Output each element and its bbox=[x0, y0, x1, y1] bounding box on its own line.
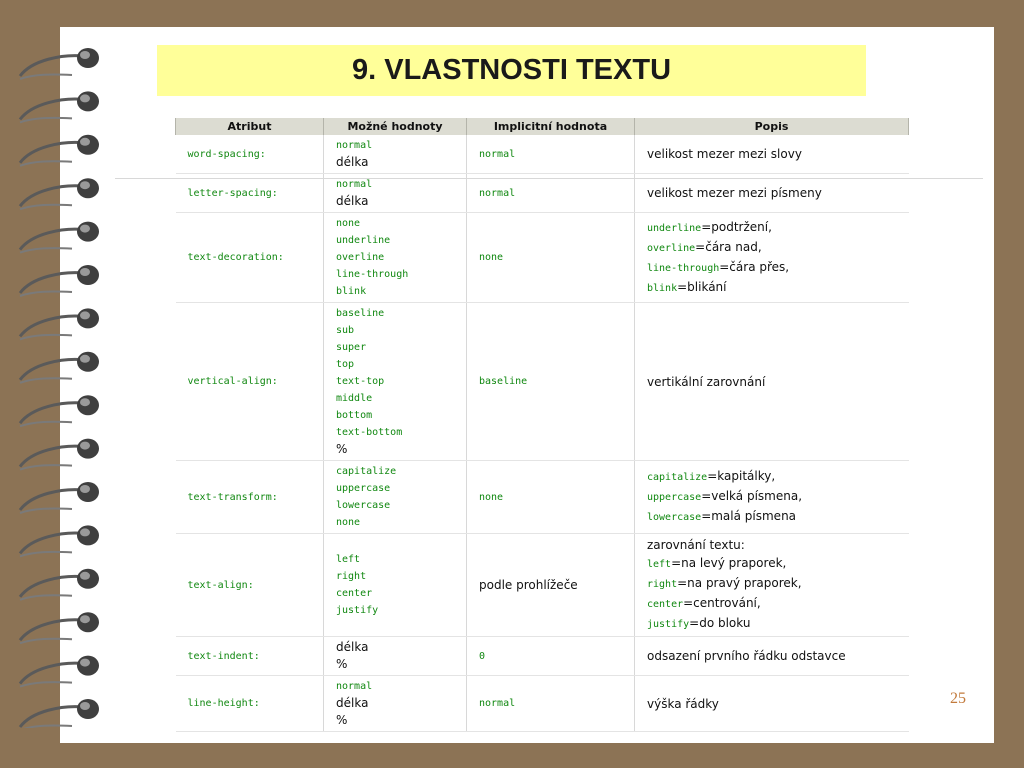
values-cell bbox=[324, 213, 467, 303]
description-line bbox=[647, 594, 909, 614]
description-cell bbox=[635, 534, 909, 637]
possible-value: baseline bbox=[336, 308, 385, 319]
slide-title: 9. VLASTNOSTI TEXTU bbox=[351, 54, 672, 86]
spiral-ring-icon bbox=[20, 699, 99, 728]
description-keyword: uppercase bbox=[647, 492, 702, 503]
description-line: výška řádky bbox=[647, 696, 719, 711]
description-cell bbox=[635, 213, 909, 303]
attribute-cell bbox=[176, 637, 324, 676]
attribute-name: text-indent: bbox=[187, 650, 260, 662]
description-cell bbox=[635, 637, 909, 676]
values-cell bbox=[324, 461, 467, 534]
spiral-ring-icon bbox=[20, 612, 99, 643]
possible-value: blink bbox=[336, 286, 367, 297]
description-line: zarovnání textu: bbox=[647, 538, 745, 552]
description-keyword: justify bbox=[647, 619, 690, 630]
description-cell bbox=[635, 676, 909, 732]
default-value: baseline bbox=[479, 376, 528, 387]
possible-value: text-bottom bbox=[336, 427, 403, 438]
description-keyword: overline bbox=[647, 242, 696, 254]
possible-value: délka bbox=[336, 696, 369, 710]
table-header-row bbox=[176, 118, 909, 135]
table-row bbox=[176, 676, 909, 732]
spiral-ring-icon bbox=[20, 439, 99, 470]
default-cell bbox=[467, 213, 635, 303]
possible-value: capitalize bbox=[336, 466, 397, 477]
description-line bbox=[647, 218, 909, 238]
description-text: =blikání bbox=[677, 279, 727, 294]
header-implicitni-hodnota: Implicitní hodnota bbox=[467, 118, 635, 135]
default-value: podle prohlížeče bbox=[479, 577, 578, 592]
description-line bbox=[647, 238, 909, 258]
attribute-cell bbox=[176, 461, 324, 534]
values-cell bbox=[324, 174, 467, 213]
spiral-ring-icon bbox=[20, 395, 99, 426]
spiral-ring-icon bbox=[20, 352, 99, 383]
table-row bbox=[176, 534, 909, 637]
default-value: normal bbox=[479, 187, 516, 199]
spiral-ring-icon bbox=[20, 91, 99, 122]
spiral-ring-icon bbox=[20, 48, 99, 79]
description-line: velikost mezer mezi písmeny bbox=[647, 186, 822, 200]
header-mozne-hodnoty: Možné hodnoty bbox=[324, 118, 467, 135]
possible-value: none bbox=[336, 517, 361, 528]
spiral-ring-icon bbox=[20, 135, 99, 166]
page-number: 25 bbox=[950, 690, 966, 707]
possible-value: % bbox=[336, 657, 348, 671]
description-text: =kapitálky, bbox=[707, 469, 776, 483]
spiral-ring-icon bbox=[20, 569, 99, 600]
possible-value: left bbox=[336, 554, 361, 565]
description-cell bbox=[635, 135, 909, 174]
description-cell bbox=[635, 461, 909, 534]
spiral-ring-icon bbox=[20, 525, 99, 556]
possible-value: top bbox=[336, 359, 355, 370]
possible-value: % bbox=[336, 713, 348, 727]
values-cell bbox=[324, 135, 467, 174]
description-keyword: lowercase bbox=[647, 512, 702, 523]
values-cell bbox=[324, 676, 467, 732]
possible-value: délka bbox=[336, 155, 369, 169]
description-text: =čára nad, bbox=[695, 239, 762, 254]
header-popis: Popis bbox=[635, 118, 909, 135]
attribute-cell bbox=[176, 534, 324, 637]
possible-value: underline bbox=[336, 235, 391, 246]
values-cell bbox=[324, 637, 467, 676]
description-line bbox=[647, 614, 909, 634]
description-line bbox=[647, 507, 909, 527]
description-keyword: blink bbox=[647, 282, 678, 294]
possible-value: lowercase bbox=[336, 500, 391, 511]
default-cell bbox=[467, 534, 635, 637]
attribute-name: text-align: bbox=[187, 579, 254, 591]
text-properties-table bbox=[175, 118, 909, 732]
table-row bbox=[176, 174, 909, 213]
possible-value: center bbox=[336, 588, 373, 599]
attribute-name: text-decoration: bbox=[187, 252, 284, 263]
possible-value: overline bbox=[336, 252, 385, 263]
possible-value: super bbox=[336, 342, 367, 353]
attribute-cell bbox=[176, 303, 324, 461]
description-text: =velká písmena, bbox=[701, 489, 803, 503]
description-text: =na levý praporek, bbox=[671, 556, 787, 570]
description-cell bbox=[635, 303, 909, 461]
table-row bbox=[176, 637, 909, 676]
possible-value: délka bbox=[336, 640, 369, 654]
attribute-cell bbox=[176, 676, 324, 732]
spiral-binding bbox=[12, 38, 112, 728]
possible-value: normal bbox=[336, 681, 373, 692]
description-line bbox=[647, 554, 909, 574]
description-keyword: line-through bbox=[647, 262, 720, 274]
possible-value: middle bbox=[336, 393, 373, 404]
attribute-cell bbox=[176, 135, 324, 174]
default-value: normal bbox=[479, 148, 516, 160]
description-line bbox=[647, 574, 909, 594]
default-cell bbox=[467, 303, 635, 461]
description-line: odsazení prvního řádku odstavce bbox=[647, 649, 846, 663]
description-keyword: right bbox=[647, 579, 678, 590]
spiral-ring-icon bbox=[20, 656, 99, 687]
possible-value: none bbox=[336, 218, 361, 229]
possible-value: text-top bbox=[336, 376, 385, 387]
default-cell bbox=[467, 676, 635, 732]
spiral-ring-icon bbox=[20, 178, 99, 209]
attribute-name: vertical-align: bbox=[187, 376, 278, 387]
description-text: =malá písmena bbox=[701, 509, 797, 523]
possible-value: uppercase bbox=[336, 483, 391, 494]
description-line: vertikální zarovnání bbox=[647, 374, 766, 389]
description-keyword: center bbox=[647, 599, 684, 610]
possible-value: délka bbox=[336, 194, 369, 208]
description-text: =na pravý praporek, bbox=[677, 576, 802, 590]
attribute-name: letter-spacing: bbox=[187, 187, 278, 199]
spiral-ring-icon bbox=[20, 308, 99, 339]
description-keyword: underline bbox=[647, 222, 702, 234]
table-row bbox=[176, 135, 909, 174]
attribute-name: word-spacing: bbox=[187, 148, 266, 160]
possible-value: % bbox=[336, 442, 348, 456]
table-row bbox=[176, 461, 909, 534]
spiral-ring-icon bbox=[20, 482, 99, 513]
possible-value: line-through bbox=[336, 269, 409, 280]
default-cell bbox=[467, 174, 635, 213]
values-cell bbox=[324, 534, 467, 637]
description-line bbox=[647, 467, 909, 487]
description-text: =podtržení, bbox=[701, 219, 772, 234]
description-line bbox=[647, 278, 909, 298]
description-keyword: left bbox=[647, 559, 672, 570]
spiral-ring-icon bbox=[20, 265, 99, 296]
default-value: none bbox=[479, 491, 504, 503]
possible-value: normal bbox=[336, 179, 373, 190]
description-line bbox=[647, 258, 909, 278]
description-keyword: capitalize bbox=[647, 472, 708, 483]
default-cell bbox=[467, 461, 635, 534]
table-row bbox=[176, 213, 909, 303]
possible-value: justify bbox=[336, 605, 379, 616]
description-text: =centrování, bbox=[683, 596, 761, 610]
default-value: none bbox=[479, 252, 504, 263]
header-atribut: Atribut bbox=[176, 118, 324, 135]
possible-value: normal bbox=[336, 140, 373, 151]
table-body bbox=[176, 135, 909, 732]
possible-value: bottom bbox=[336, 410, 373, 421]
default-value: 0 bbox=[479, 650, 486, 662]
default-cell bbox=[467, 135, 635, 174]
default-cell bbox=[467, 637, 635, 676]
attribute-name: text-transform: bbox=[187, 491, 278, 503]
description-text: =čára přes, bbox=[719, 259, 790, 274]
description-text: =do bloku bbox=[689, 616, 751, 630]
description-line: velikost mezer mezi slovy bbox=[647, 147, 802, 161]
values-cell bbox=[324, 303, 467, 461]
description-line bbox=[647, 487, 909, 507]
attribute-cell bbox=[176, 213, 324, 303]
default-value: normal bbox=[479, 698, 516, 709]
attribute-cell bbox=[176, 174, 324, 213]
title-box bbox=[157, 45, 866, 96]
attribute-name: line-height: bbox=[187, 698, 260, 709]
table-row bbox=[176, 303, 909, 461]
possible-value: right bbox=[336, 571, 367, 582]
possible-value: sub bbox=[336, 325, 355, 336]
spiral-ring-icon bbox=[20, 222, 99, 253]
description-cell bbox=[635, 174, 909, 213]
